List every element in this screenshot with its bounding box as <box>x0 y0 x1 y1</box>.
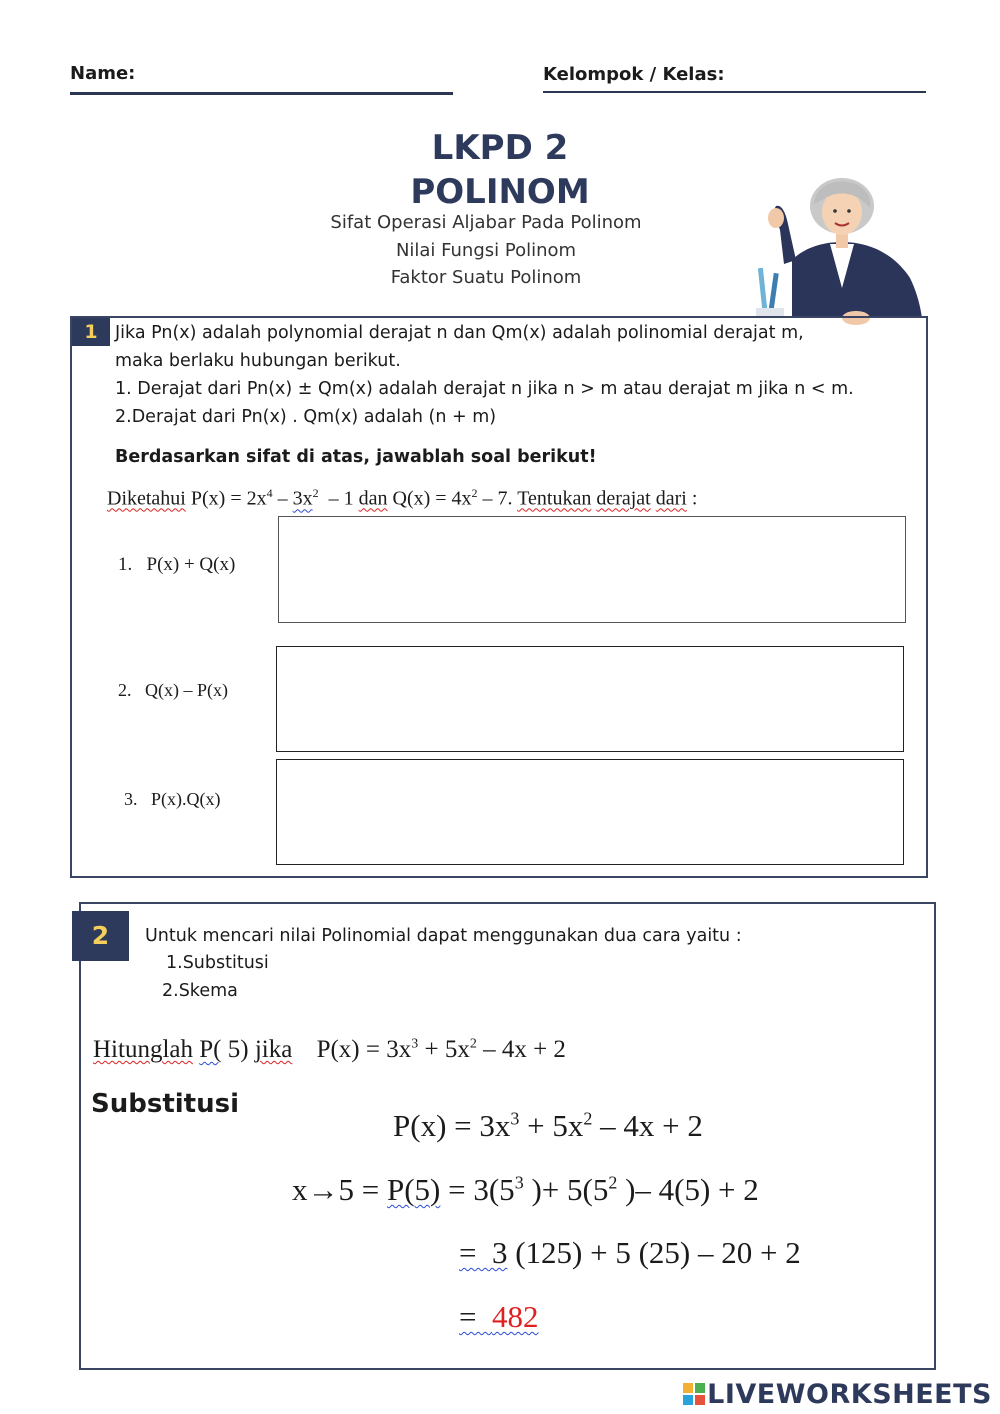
section-1-rule1: 1. Derajat dari Pn(x) ± Qm(x) adalah derajat n jika n > m atau derajat m jika n < m. <box>115 379 854 399</box>
section-1-badge: 1 <box>72 318 110 346</box>
question-2-label: 2. Q(x) – P(x) <box>118 680 228 700</box>
word-dari: dari <box>655 487 687 510</box>
question-1-label: 1. P(x) + Q(x) <box>118 554 236 575</box>
problem-mid: 5) <box>221 1036 255 1063</box>
section-1-instruction: Berdasarkan sifat di atas, jawablah soal berikut! <box>115 447 597 467</box>
given-p-end: – 1 <box>318 487 359 510</box>
step2-b: )+ 5(5 <box>523 1172 609 1207</box>
step-line-3 <box>459 1235 801 1271</box>
step1-lead: P(x) = 3x <box>393 1108 511 1143</box>
step2-c: )– 4(5) + 2 <box>617 1172 759 1207</box>
step3-rest: (125) + 5 (25) – 20 + 2 <box>507 1235 801 1270</box>
question-3-label: 3. P(x).Q(x) <box>124 789 221 809</box>
step1-end: – 4x + 2 <box>592 1108 703 1143</box>
title-line1: LKPD 2 <box>431 128 569 168</box>
given-p-exp: 4 <box>266 486 273 500</box>
subtitle-2: Nilai Fungsi Polinom <box>395 240 577 261</box>
answer-box-3[interactable] <box>276 759 904 865</box>
section-1-given <box>107 486 697 511</box>
problem-eq: P(x) = 3x <box>316 1036 412 1063</box>
brand-text: LIVEWORKSHEETS <box>707 1379 992 1410</box>
step-line-1 <box>393 1108 703 1144</box>
step1-e2: 2 <box>583 1108 593 1129</box>
liveworksheets-icon <box>683 1381 705 1403</box>
group-label: Kelompok / Kelas: <box>543 64 725 85</box>
step4-eq: = <box>459 1299 492 1334</box>
section-2-method-2: 2.Skema <box>162 981 238 1001</box>
step2-lead: x→5 = <box>292 1172 387 1207</box>
result-value: 482 <box>491 1299 539 1334</box>
section-1-intro-line1: Jika Pn(x) adalah polynomial derajat n dan Qm(x) adalah polinomial derajat m, <box>115 323 804 343</box>
substitusi-label: Substitusi <box>91 1089 239 1119</box>
step-line-2 <box>292 1172 759 1208</box>
section-2-method-1: 1.Substitusi <box>166 953 269 973</box>
step2-p5: P(5) <box>386 1172 441 1207</box>
subtitle-1: Sifat Operasi Aljabar Pada Polinom <box>330 212 642 233</box>
name-label: Name: <box>70 63 136 84</box>
given-p-mid: – <box>272 487 293 510</box>
given-p: P(x) = 2x <box>190 487 267 510</box>
step-line-4 <box>459 1299 538 1335</box>
problem-end: – 4x + 2 <box>476 1036 566 1063</box>
name-line[interactable] <box>70 92 453 95</box>
problem-mid1: + 5x <box>418 1036 470 1063</box>
section-1-rule2: 2.Derajat dari Pn(x) . Qm(x) adalah (n + m) <box>115 407 497 427</box>
word-jika: jika <box>254 1036 293 1063</box>
given-p-exp2: 2 <box>312 486 319 500</box>
section-2-intro: Untuk mencari nilai Polinomial dapat menggunakan dua cara yaitu : <box>145 926 742 946</box>
word-hitunglah: Hitunglah <box>93 1036 193 1063</box>
teacher-illustration <box>752 178 927 333</box>
given-q-end: – 7. <box>477 487 518 510</box>
word-tentukan: Tentukan <box>517 487 592 510</box>
step2-a: = 3(5 <box>440 1172 515 1207</box>
subtitle-3: Faktor Suatu Polinom <box>390 267 582 288</box>
problem-e2: 2 <box>469 1036 477 1052</box>
answer-box-2[interactable] <box>276 646 904 752</box>
liveworksheets-logo <box>683 1379 992 1410</box>
section-2-problem <box>93 1036 566 1064</box>
step1-mid: + 5x <box>519 1108 584 1143</box>
step3-eq: = 3 <box>459 1235 508 1270</box>
given-q-exp: 2 <box>471 486 478 500</box>
word-p: P( <box>199 1036 222 1063</box>
step2-e2: 2 <box>608 1172 618 1193</box>
section-2-badge: 2 <box>72 911 129 961</box>
given-colon: : <box>686 487 698 510</box>
word-diketahui: Diketahui <box>107 487 186 510</box>
answer-box-1[interactable] <box>278 516 906 623</box>
step2-e1: 3 <box>514 1172 524 1193</box>
given-q: Q(x) = 4x <box>387 487 472 510</box>
section-1-intro-line2: maka berlaku hubungan berikut. <box>115 351 401 371</box>
group-line[interactable] <box>543 91 926 93</box>
given-p-3x: 3x <box>292 487 313 510</box>
title-line2: POLINOM <box>410 172 590 212</box>
step1-e1: 3 <box>510 1108 520 1129</box>
problem-e1: 3 <box>411 1036 419 1052</box>
word-dan: dan <box>358 487 388 510</box>
word-derajat: derajat <box>596 487 651 510</box>
